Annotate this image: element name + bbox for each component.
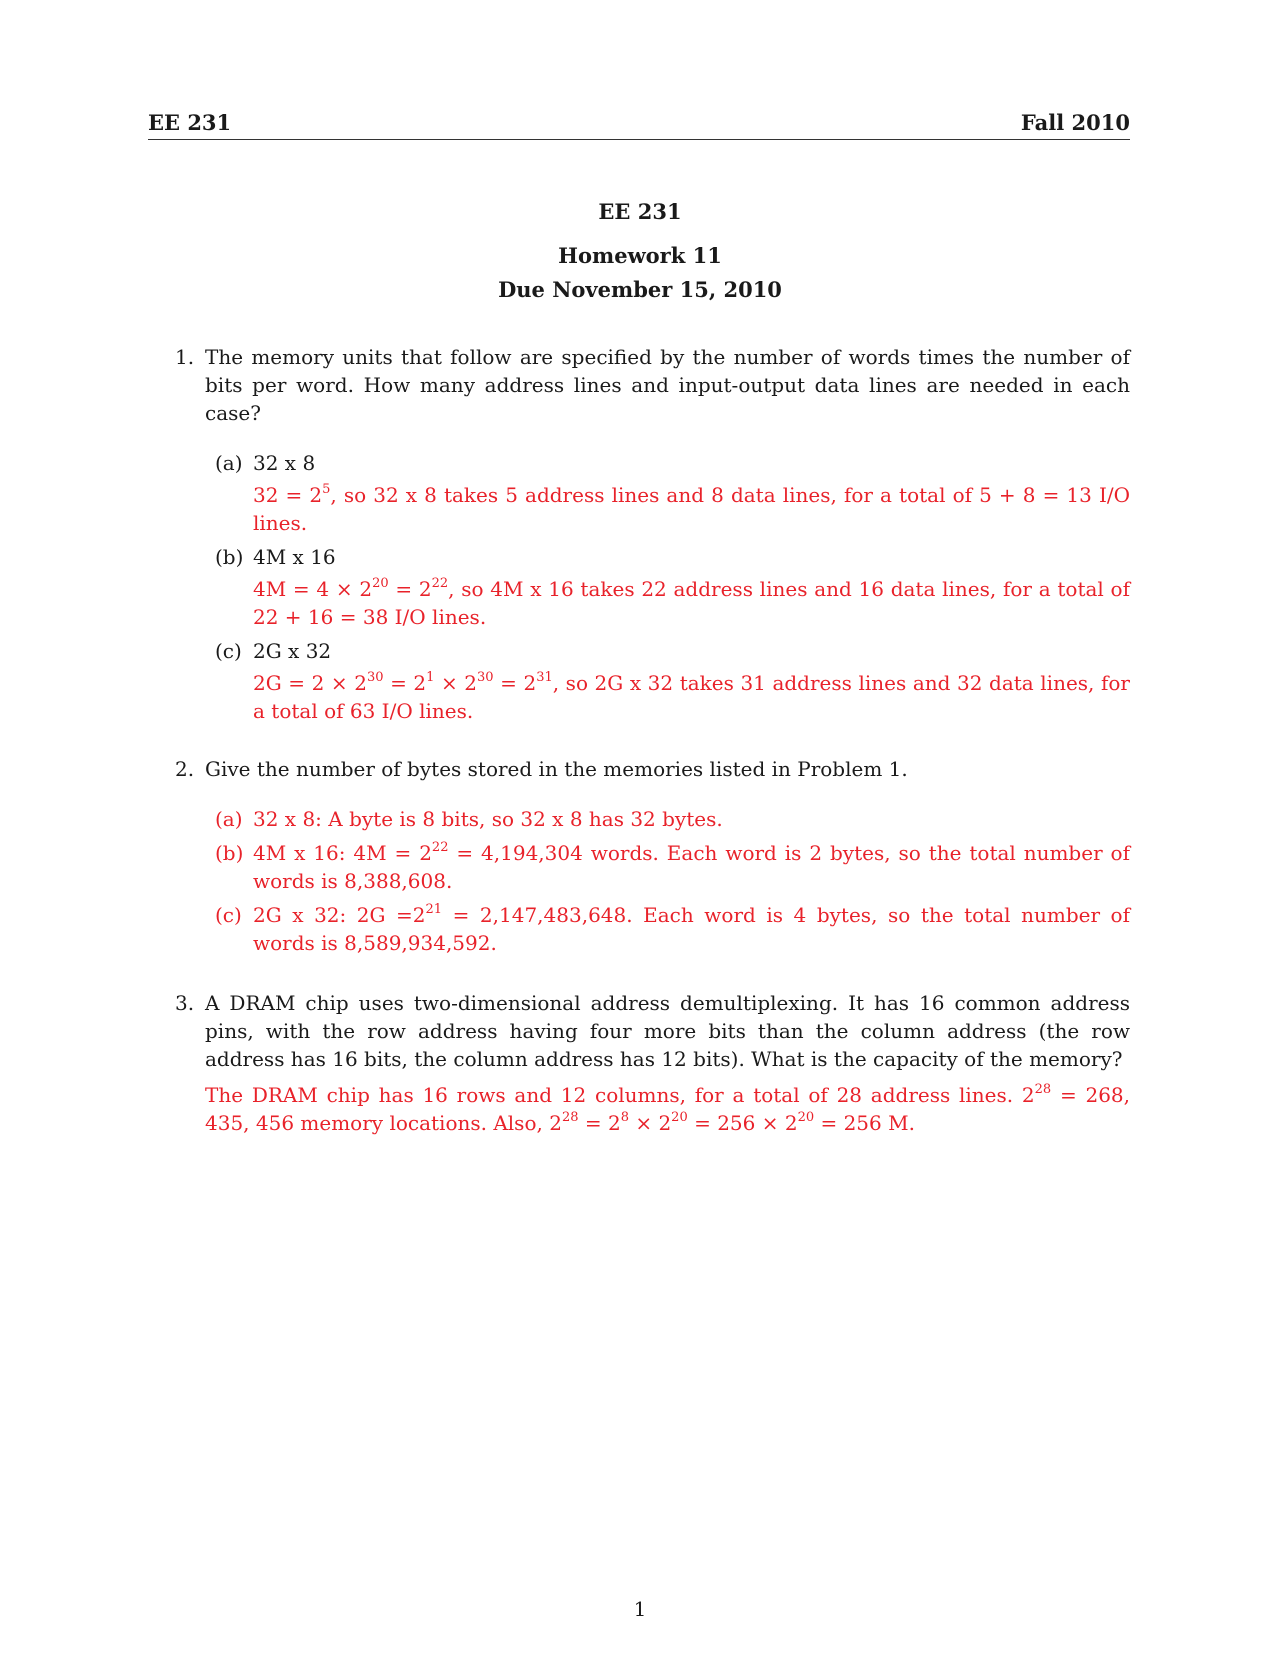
problem-text: A DRAM chip uses two-dimensional address demultiplexing. It has 16 common address pins, with the row address having four more bits than the column address (the row address has 16 bits, the column address has 12 bits). What is the capacity of the memory? — [205, 991, 1130, 1071]
part-label: (a) — [215, 451, 243, 475]
problem-2-part-b — [205, 839, 1130, 895]
part-answer: 2G x 32: $2G =2^{21} = 2,147,483,648$. Each word is 4 bytes, so the total number of words is 8,589,934,592. — [253, 902, 1130, 955]
part-label: (a) — [215, 807, 243, 831]
problem-number: 1. — [175, 345, 195, 369]
title-assignment: Homework 11 — [558, 243, 722, 268]
problem-1-part-a — [205, 449, 1130, 537]
part-answer: $4M = 4 \times 2^{20} = 2^{22}$, so 4M x 16 takes 22 address lines and 16 data lines, for a total of 22 + 16 = 38 I/O lines. — [253, 576, 1130, 629]
title-block — [0, 195, 1280, 307]
page-number: 1 — [633, 1597, 647, 1621]
problem-number: 2. — [175, 757, 195, 781]
problem-text: The memory units that follow are specified by the number of words times the number of bits per word. How many address lines and input-output data lines are needed in each case? — [205, 345, 1130, 425]
running-header — [148, 110, 1130, 140]
part-answer: 32 x 8: A byte is 8 bits, so 32 x 8 has 32 bytes. — [253, 807, 723, 831]
part-question: 32 x 8 — [253, 451, 316, 475]
problem-3-answer: The DRAM chip has 16 rows and 12 columns, for a total of 28 address lines. $2^{28} = 268$, 435, 456 memory locations. Also, $2^{28} = 2^8 \times 2^{20} = 256 \times 2^{20} = 256$ M. — [205, 1082, 1130, 1135]
problem-number: 3. — [175, 991, 195, 1015]
problem-3 — [175, 989, 1130, 1137]
problem-1-part-b — [205, 543, 1130, 631]
problem-2-part-a — [205, 805, 1130, 833]
problem-1 — [175, 343, 1130, 725]
problem-1-part-c — [205, 637, 1130, 725]
problem-2-part-c — [205, 901, 1130, 957]
part-question: 4M x 16 — [253, 545, 336, 569]
header-course: EE 231 — [148, 110, 232, 135]
part-answer: 4M x 16: $4M = 2^{22} = 4,194,304$ words. Each word is 2 bytes, so the total number of words is 8,388,608. — [253, 840, 1130, 893]
header-term: Fall 2010 — [1020, 110, 1130, 135]
part-label: (c) — [215, 903, 242, 927]
problem-2 — [175, 755, 1130, 957]
part-question: 2G x 32 — [253, 639, 332, 663]
title-course: EE 231 — [598, 199, 682, 224]
part-label: (c) — [215, 639, 242, 663]
problem-text: Give the number of bytes stored in the memories listed in Problem 1. — [205, 757, 908, 781]
part-answer: $2G = 2 \times 2^{30} = 2^1 \times 2^{30} = 2^{31}$, so 2G x 32 takes 31 address lines and 32 data lines, for a total of 63 I/O lines. — [253, 670, 1130, 723]
title-due-date: Due November 15, 2010 — [498, 277, 782, 302]
part-label: (b) — [215, 545, 244, 569]
part-answer: $32 = 2^5$, so 32 x 8 takes 5 address lines and 8 data lines, for a total of 5 + 8 = 13 I/O lines. — [253, 482, 1130, 535]
part-label: (b) — [215, 841, 244, 865]
problem-list — [175, 343, 1130, 1137]
